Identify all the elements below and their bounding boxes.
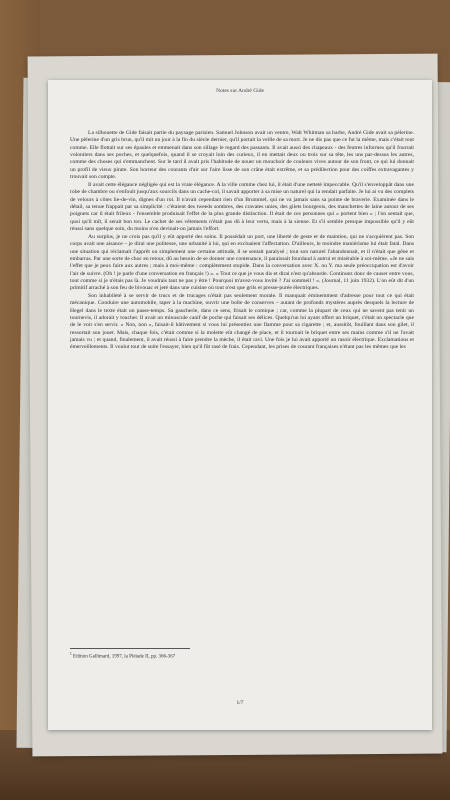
paragraph-2: Il avait cette élégance négligée qui est la vraie élégance. A la ville comme chez lui, il était d'une netteté impeccable. Qu'il s'enveloppât dans une robe de chambre ou s'enfoult jusqu'aux sourcils dans un cache-col, il savait apporter à sa mise un naturel qui la rendait parfaite. Je lui ai vu des complets de velours à côtes lie-de-vin, dignes d'un roi. Il n'avait cependant rien d'un Brummel, qui ne va jamais sans sa pointe de braverie. Examinée dans le détail, sa tenue frappait par sa simplicité : c'étaient des tweeds sombres, des cravates unies, des gilets bourgeois, des manchettes de laine autour de ses poignets car il était frileux - l'ensemble produisait l'effet de la plus grande distinction. Il était de ces personnes qui « portent bien » ; l'on sentait que, quoi qu'il mît, il serait bon ton. Le cachet de ses vêtements n'était pas dû à leur vertu, mais à la sienne. Et s'il semble presque impossible qu'il y eût réussi sans quelque soin, du moins n'en devinait-on jamais l'effort. [70,181,414,232]
document-page [48,80,432,730]
footnote-marker: 1 [70,652,72,656]
footnote-text: Edition Gallimard, 1997, la Pléiade II, pp. 366-367 [73,654,176,660]
footnote-divider [70,648,190,649]
footnote [70,652,175,660]
document-body [70,130,414,352]
page-number: 1/7 [236,700,244,706]
paragraph-1: La silhouette de Gide faisait partie du paysage parisien. Samuel Johnson avait un ventre, Walt Whitman sa barbe, André Gide avait sa pèlerine. Une pèlerine d'un gris brun, qu'il mit un jour à la fin du siècle dernier, qu'il portait la veille de sa mort. Je ne dis pas que ce fut la même, mais c'était tout comme. Elle flottait sur ses épaules et emmenait dans son sillage le regard des passants. Il avait aussi des chapeaux - des feutres informes qu'il fourrait volontiers dans ses poches, et quelquefois, quand il se croyait loin des curieux, il en mettait deux ou trois sur sa tête, les uns par-dessus les autres, comme des choses qui s'emmanchent. Sur le tard il avait pris l'habitude de nouer un mouchoir de couleurs vives autour de son front, ce qui lui donnait un profil de vieux pirate. Son horreur des courants d'air sur l'aire lisse de son crâne était extrême, et sa prédilection pour des coiffes extravagantes y trouvait son compte. [70,130,414,181]
paragraph-3: Au surplus, je ne crois pas qu'il y eût apporté des soins. Il possédait un port, une liberté de geste et de maintien, qui ne s'acquièrent pas. Son corps avait une aisance – je dirai une politesse, une urbanité à lui, qui en excluaient l'affectation. D'ailleurs, le moindre maniérisme lui était fatal. Dans une situation qui réclamait l'apprêt ou simplement une certaine attitude, il se sentait paralysé ; tout son naturel l'abandonnait, et il n'était que gêne et embarras. Par une sorte de choc en retour, dû au besoin de se donner une contenance, il paraissait fourdaud à autrui et misérable à soi-même. «Je ne sais l'effet que je peux faire aux autres ; mais à moi-même : complètement stupide. Dans la conversation avec X. ou Y. ma seule préoccupation est d'avoir l'air de suivre. (Oh ! je parle d'une conversation en français !) ». « Tout ce que je vous dis et dirai n'est qu'absurde. Continuez donc de causer entre vous, tout comme si je n'étais pas là. Je voudrais tant ne pas y être ! Pourquoi m'avez-vous invité ? J'ai sommeil ! ». (Journal, 11 juin 1932). L'on eût dit d'un primitif arraché à son feu de bivouac et jeté dans une cuisine où tout n'est que grils et presse-purée électriques. [70,233,414,292]
running-head: Notes sur André Gide [216,88,264,94]
paragraph-4: Son inhabileté à se servir de trucs et de trucages n'était pas seulement morale. Il manquait éminemment d'adresse pour tout ce qui était mécanique. Conduire une automobile, taper à la machine, ouvrir une boîte de conserves – autant de profonds mystères auprès desquels la lecture de Hegel dans le texte était un passe-temps. Sa gaucherie, dans ce sens, frisait le comique ; car, comme la plupart de ceux qui ne savent pas tenir un tournevis, il adorait y toucher. Il avait un minuscule canif de poche qui faisait ses délices. Quelqu'un lui ayant offert un briquet, c'était un spectacle que de le voir s'en servir. « Non, non », faisait-il hâtivement si vous lui présentiez une flamme pour sa cigarette ; et, aussitôt, fouillant dans son gilet, il ressortait son jouet. Mais, chaque fois, c'était comme si la molette eût changé de place, et il tournait le briquet entre ses mains comme s'il ne l'avait jamais vu ; et quand, finalement, il avait réussi à faire prendre la mèche, il était ravi. Une fois je lui avait apporté un rasoir électrique. Exclamations et émerveillements. Il voulut tout de suite l'essayer, bien qu'il fût rasé de frais. Cependant, les prises de courant françaises n'étant pas les mêmes que les [70,293,414,351]
